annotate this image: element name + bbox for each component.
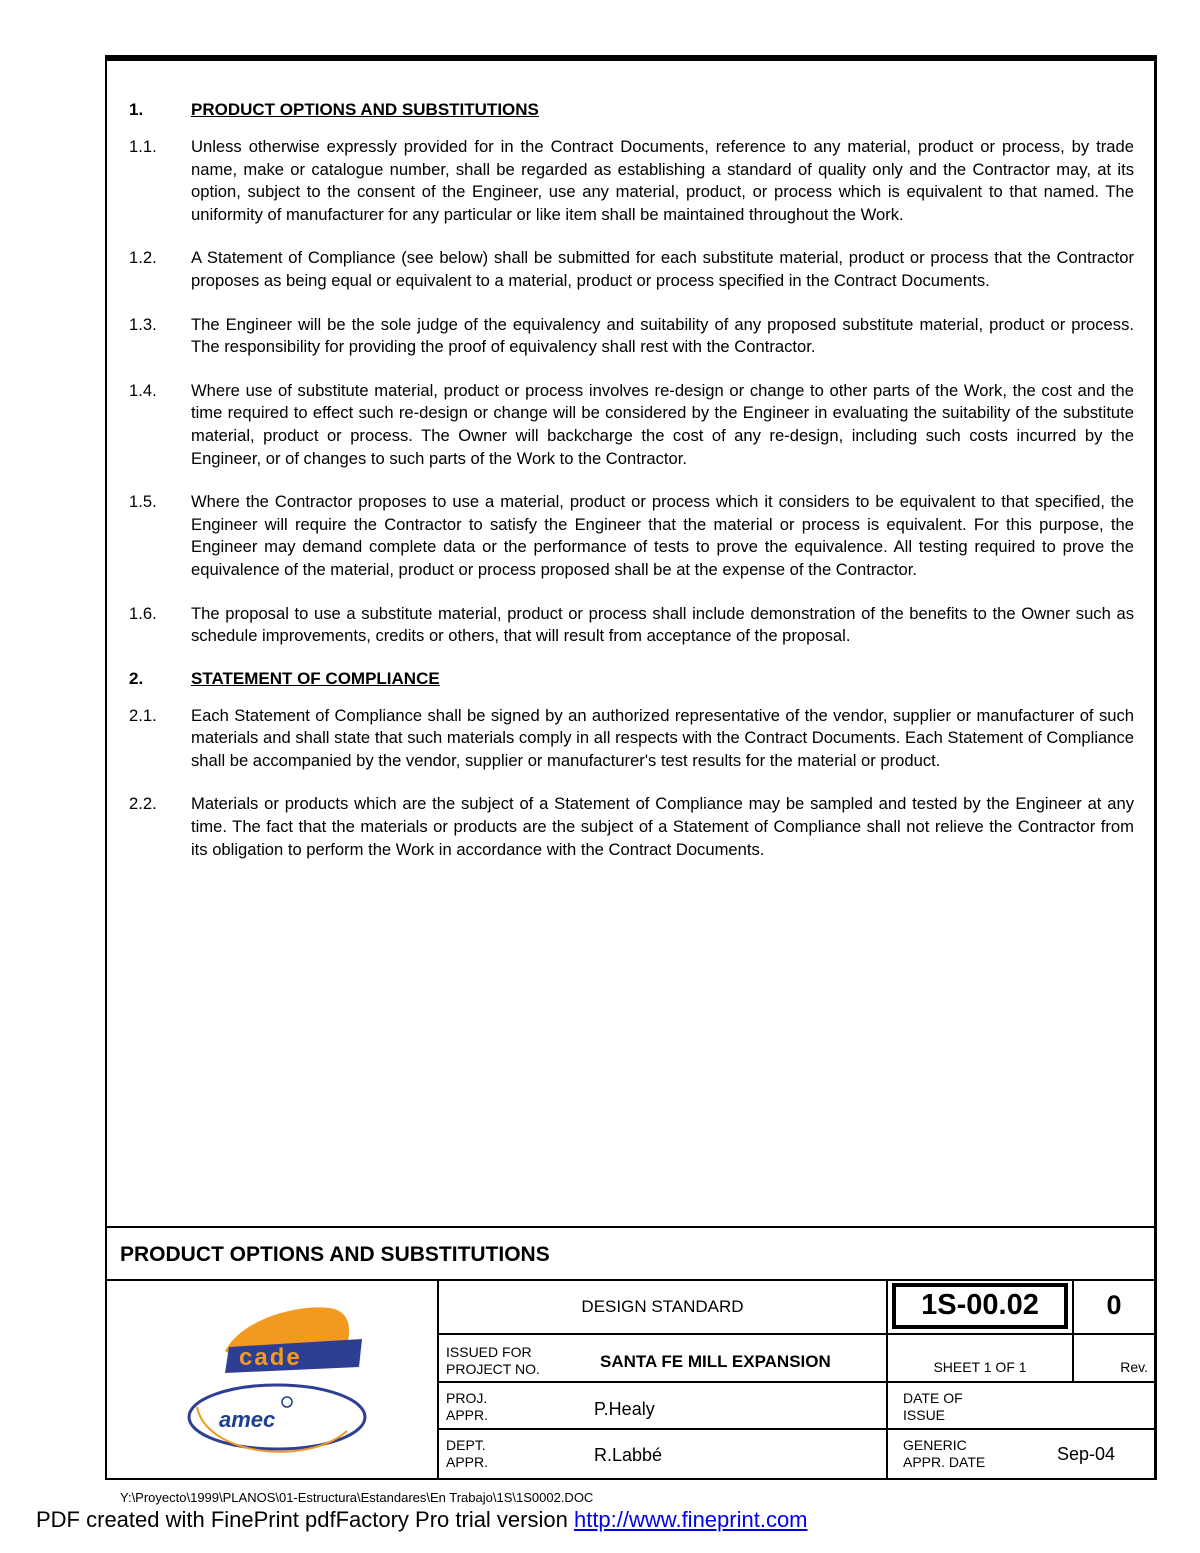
clause-1-4 <box>129 380 1134 470</box>
label-line: APPR. <box>446 1454 489 1470</box>
document-body <box>129 99 1134 882</box>
label-line: DEPT. <box>446 1437 486 1453</box>
amec-ellipse <box>189 1385 365 1449</box>
project-name: SANTA FE MILL EXPANSION <box>600 1352 831 1371</box>
title-block <box>107 1226 1154 1479</box>
doc-number-cell <box>888 1281 1072 1333</box>
file-path: Y:\Proyecto\1999\PLANOS\01-Estructura\Estandares\En Trabajo\1S\1S0002.DOC <box>120 1490 594 1505</box>
fineprint-link[interactable]: http://www.fineprint.com <box>573 1507 808 1532</box>
label-line: APPR. <box>446 1407 489 1423</box>
label-line: PROJ. <box>446 1390 488 1406</box>
clause-1-1 <box>129 136 1134 226</box>
label-line: ISSUE <box>903 1407 946 1423</box>
design-standard-label: DESIGN STANDARD <box>581 1297 744 1316</box>
rev-label: Rev. <box>1120 1359 1148 1375</box>
fineprint-notice <box>36 1507 808 1533</box>
clause-number: 2.1. <box>129 705 157 725</box>
doc-number: 1S-00.02 <box>892 1283 1068 1329</box>
label-line: GENERIC <box>903 1437 967 1453</box>
clause-text: A Statement of Compliance (see below) shall be submitted for each substitute material, product or process that the Contractor proposes as being equal or equivalent to a material, product or process specified in the Contract Documents. <box>191 248 1134 290</box>
cade-amec-logo-icon <box>107 1281 437 1477</box>
clause-text: Each Statement of Compliance shall be signed by an authorized representative of the vendor, supplier or manufacturer of such materials and shall state that such materials comply in all respects with the Contract Documents. Each Statement of Compliance shall be accompanied by the vendor, supplier or manufacturer's test results for the material or product. <box>191 705 1134 770</box>
title-block-heading: PRODUCT OPTIONS AND SUBSTITUTIONS <box>107 1226 1154 1281</box>
clause-text: Materials or products which are the subject of a Statement of Compliance may be sampled and tested by the Engineer at any time. The fact that the materials or products are the subject of a Statement of Compliance shall not relieve the Contractor from its obligation to perform the Work in accordance with the Contract Documents. <box>191 794 1134 859</box>
company-logo <box>107 1281 439 1479</box>
clause-1-2 <box>129 247 1134 292</box>
clause-number: 1.5. <box>129 492 157 512</box>
clause-1-6 <box>129 603 1134 648</box>
clause-number: 2.2. <box>129 794 157 814</box>
clause-number: 1.3. <box>129 314 157 334</box>
logo-amec-text: amec <box>219 1407 276 1432</box>
generic-appr-date-label <box>903 1437 985 1471</box>
document-frame <box>105 55 1157 1480</box>
clause-number: 1.2. <box>129 248 157 268</box>
clause-number: 1.4. <box>129 380 157 400</box>
clause-text: The Engineer will be the sole judge of the equivalency and suitability of any proposed substitute material, product or process. The responsibility for providing the proof of equivalency shall rest with the Contractor. <box>191 314 1134 357</box>
section-title: STATEMENT OF COMPLIANCE <box>191 668 440 688</box>
clause-number: 1.1. <box>129 137 157 156</box>
section-title: PRODUCT OPTIONS AND SUBSTITUTIONS <box>191 100 539 119</box>
clause-number: 1.6. <box>129 603 157 623</box>
fineprint-text: PDF created with FinePrint pdfFactory Pro trial version <box>36 1507 574 1532</box>
label-line: ISSUED FOR <box>446 1344 532 1360</box>
section-heading-2 <box>129 668 1134 690</box>
divider <box>439 1428 1154 1430</box>
section-number: 2. <box>129 668 144 688</box>
label-line: PROJECT NO. <box>446 1361 540 1377</box>
dept-appr-label <box>446 1437 488 1471</box>
divider <box>439 1381 1154 1383</box>
divider <box>439 1333 1154 1335</box>
date-of-issue-label <box>903 1390 963 1424</box>
clause-text: Where use of substitute material, product or process involves re-design or change to other parts of the Work, the cost and the time required to effect such re-design or change will be considered by the Engineer in evaluating the suitability of the substitute material, product or process. The Owner will backcharge the cost of any re-design, including such costs incurred by the Engineer, or of changes to such parts of the Work to the Contractor. <box>191 380 1134 468</box>
clause-text: The proposal to use a substitute material, product or process shall include demonstration of the benefits to the Owner such as schedule improvements, credits or others, that will result from acceptance of the proposal. <box>191 603 1134 646</box>
section-heading-1 <box>129 99 1134 121</box>
title-block-grid <box>439 1281 1154 1479</box>
clause-1-5 <box>129 491 1134 581</box>
clause-2-1 <box>129 705 1134 773</box>
clause-1-3 <box>129 314 1134 359</box>
proj-appr-label <box>446 1390 488 1424</box>
clause-text: Unless otherwise expressly provided for in the Contract Documents, reference to any material, product or process, by trade name, make or catalogue number, shall be regarded as establishing a standard of quality only and the Contractor may, at its option, subject to the consent of the Engineer, use any material, product, or process which is equivalent to that named. The uniformity of manufacturer for any particular or like item shall be maintained throughout the Work. <box>191 137 1134 224</box>
issued-for-label <box>446 1344 540 1378</box>
rev-number: 0 <box>1106 1290 1122 1320</box>
logo-cade-text: cade <box>239 1344 302 1371</box>
label-line: APPR. DATE <box>903 1454 986 1470</box>
dept-appr-value: R.Labbé <box>594 1445 663 1465</box>
sheet-count: SHEET 1 OF 1 <box>933 1359 1027 1375</box>
clause-text: Where the Contractor proposes to use a material, product or process which it considers to be equivalent to that specified, the Engineer will require the Contractor to satisfy the Engineer that the material or process is equivalent. For this purpose, the Engineer may demand complete data or the performance of tests to prove the equivalence. All testing required to prove the equivalence of the material, product or process proposed shall be at the expense of the Contractor. <box>191 492 1134 579</box>
section-number: 1. <box>129 100 144 119</box>
generic-appr-date-value: Sep-04 <box>1057 1444 1116 1464</box>
clause-2-2 <box>129 793 1134 861</box>
proj-appr-value: P.Healy <box>594 1399 655 1419</box>
amec-mark-icon <box>282 1397 292 1407</box>
label-line: DATE OF <box>903 1390 963 1406</box>
